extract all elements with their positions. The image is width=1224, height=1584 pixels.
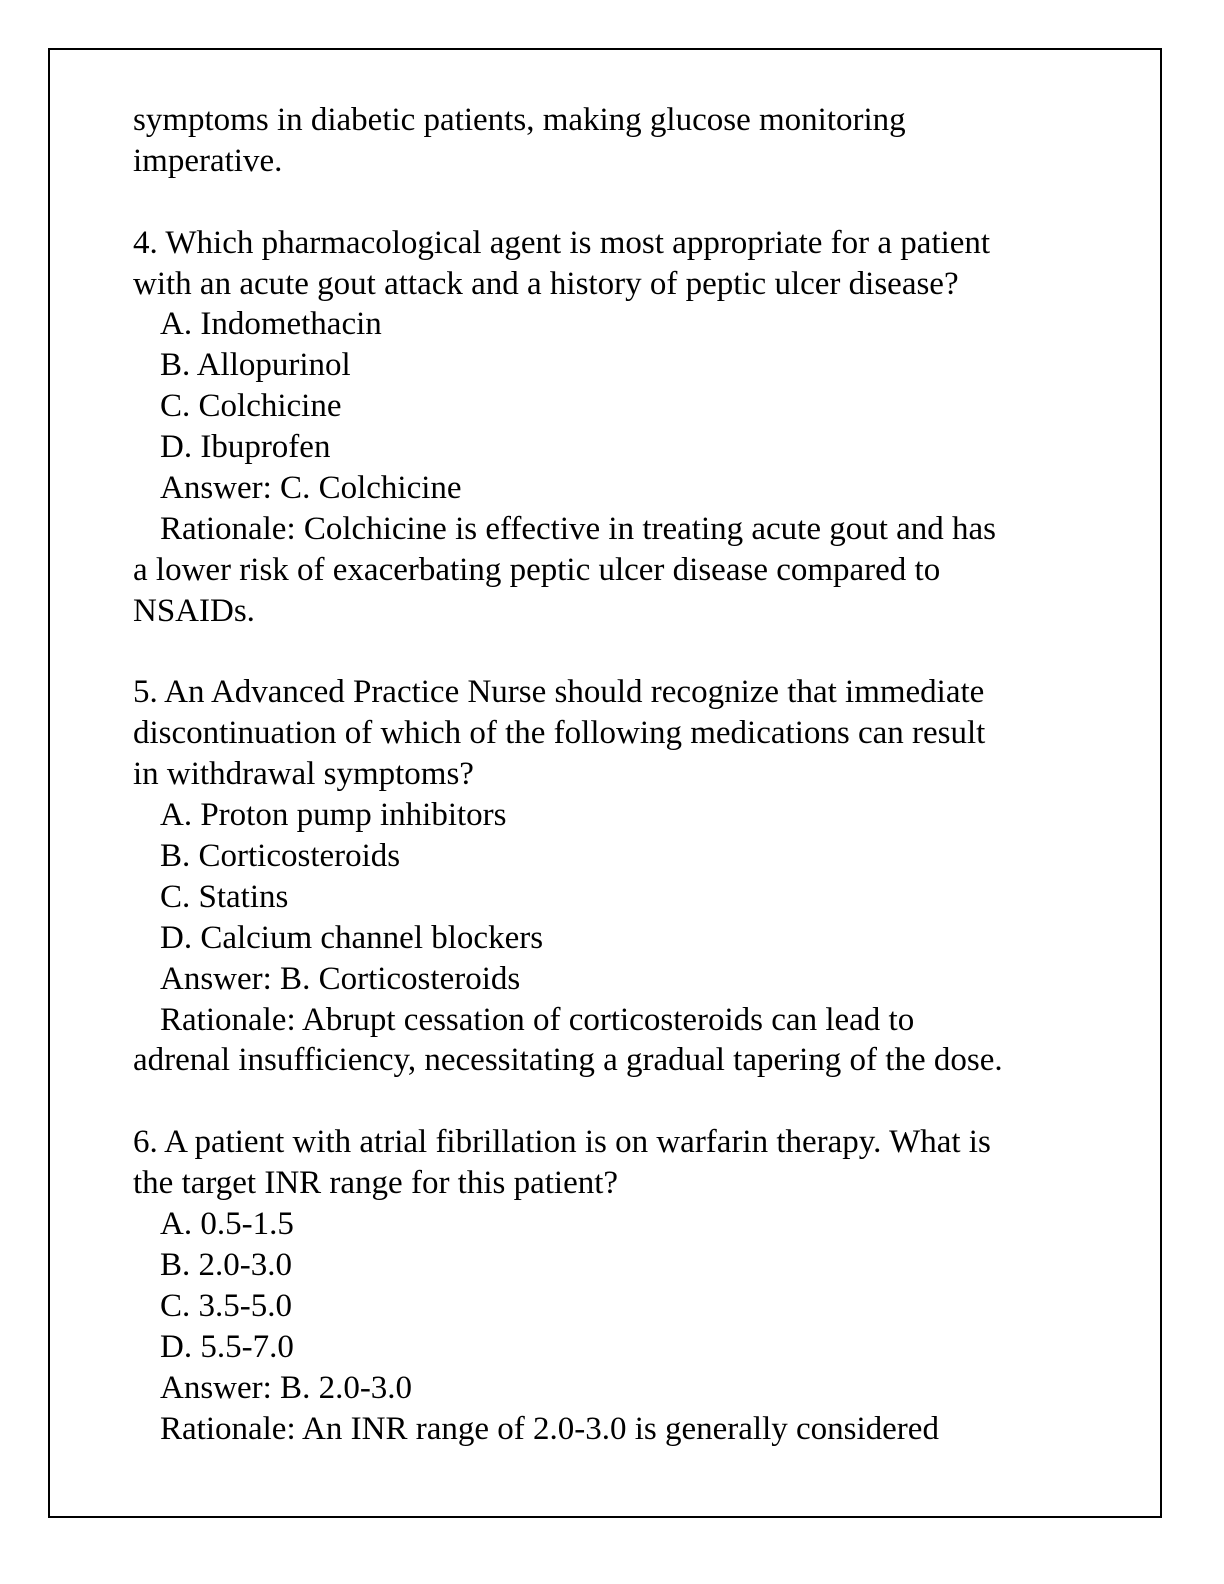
answer-option: A. Proton pump inhibitors	[160, 797, 507, 834]
correct-answer: Answer: B. 2.0-3.0	[160, 1369, 413, 1406]
rationale-text-line: Rationale: Colchicine is effective in treating acute gout and has	[160, 510, 997, 547]
answer-option: A. Indomethacin	[160, 306, 382, 343]
answer-option: C. Colchicine	[160, 388, 342, 425]
question-text-line: 4. Which pharmacological agent is most appropriate for a patient	[133, 224, 991, 261]
answer-option: B. Allopurinol	[160, 347, 351, 384]
correct-answer: Answer: C. Colchicine	[160, 470, 462, 507]
question-text-line: 6. A patient with atrial fibrillation is on warfarin therapy. What is	[133, 1124, 991, 1161]
answer-option: C. Statins	[160, 878, 289, 915]
paragraph-gap	[133, 1081, 1003, 1122]
question-text-line: discontinuation of which of the following medications can result	[133, 715, 986, 752]
correct-answer: Answer: B. Corticosteroids	[160, 960, 521, 997]
answer-option: B. 2.0-3.0	[160, 1246, 292, 1283]
answer-option: A. 0.5-1.5	[160, 1206, 294, 1243]
paragraph-gap	[133, 182, 1003, 223]
answer-option: D. 5.5-7.0	[160, 1328, 294, 1365]
rationale-text-line: adrenal insufficiency, necessitating a gradual tapering of the dose.	[133, 1042, 1003, 1079]
intro-text-line: imperative.	[133, 142, 283, 179]
question-text-line: the target INR range for this patient?	[133, 1165, 619, 1202]
answer-option: B. Corticosteroids	[160, 838, 401, 875]
question-text-line: with an acute gout attack and a history of peptic ulcer disease?	[133, 265, 959, 302]
answer-option: D. Ibuprofen	[160, 429, 331, 466]
rationale-text-line: NSAIDs.	[133, 592, 255, 629]
answer-option: D. Calcium channel blockers	[160, 919, 544, 956]
answer-option: C. 3.5-5.0	[160, 1287, 292, 1324]
rationale-text-line: a lower risk of exacerbating peptic ulcer disease compared to	[133, 551, 941, 588]
paragraph-gap	[133, 632, 1003, 673]
rationale-text-line: Rationale: An INR range of 2.0-3.0 is generally considered	[160, 1410, 939, 1447]
intro-text-line: symptoms in diabetic patients, making glucose monitoring	[133, 102, 906, 138]
question-text-line: in withdrawal symptoms?	[133, 756, 474, 793]
question-text-line: 5. An Advanced Practice Nurse should recognize that immediate	[133, 674, 985, 711]
document-body	[133, 100, 1003, 1449]
rationale-text-line: Rationale: Abrupt cessation of corticosteroids can lead to	[160, 1001, 915, 1038]
